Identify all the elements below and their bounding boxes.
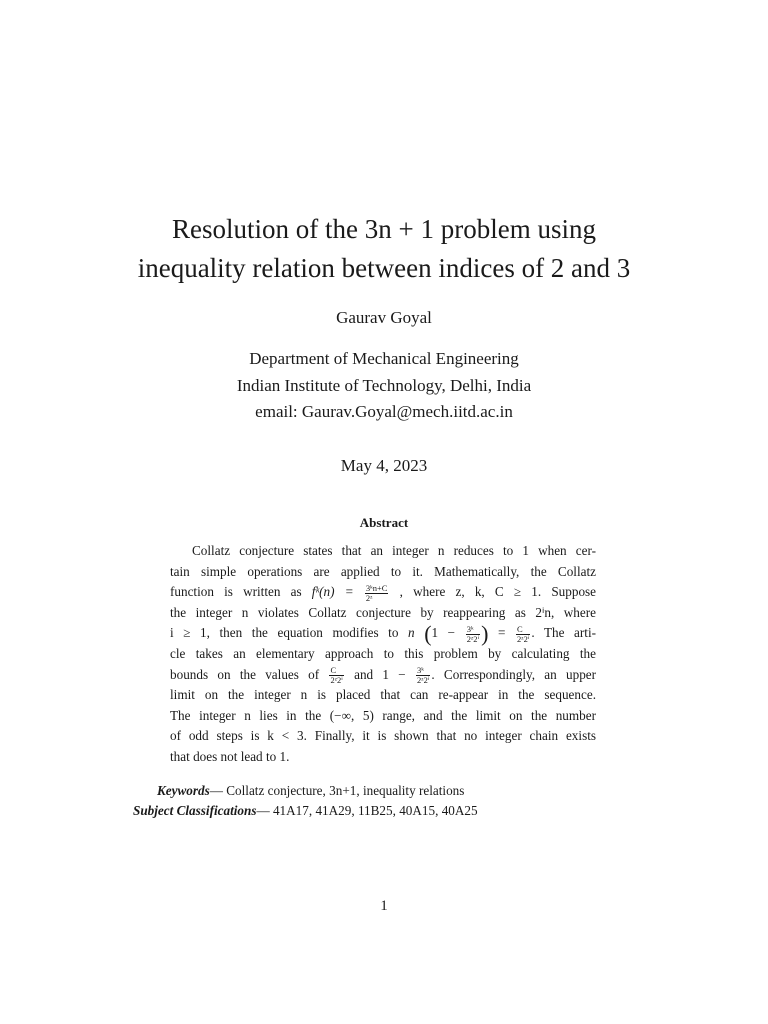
equation-fraction-2 <box>516 625 530 644</box>
fraction-numerator: 3ᵏn+C <box>365 582 388 593</box>
keywords-line <box>157 781 464 801</box>
keywords-label: Keywords <box>157 783 210 798</box>
abstract-line-1: Collatz conjecture states that an integer n reduces to 1 when cer- <box>192 543 596 558</box>
author-email[interactable]: email: Gaurav.Goyal@mech.iitd.ac.in <box>255 402 513 421</box>
fraction-denominator: 2ᶻ <box>365 592 373 603</box>
abstract-line-7c: . Correspondingly, an upper <box>431 666 597 682</box>
abstract-line-7 <box>170 665 596 686</box>
bound-fraction-2 <box>416 666 430 685</box>
abstract-line-5b: . The arti- <box>531 625 597 641</box>
equation-n: n <box>408 625 415 641</box>
fraction-denominator: 2ᶻ2ⁱ <box>417 675 430 686</box>
abstract-line-3 <box>170 582 596 603</box>
abstract-line-11: that does not lead to 1. <box>170 748 290 764</box>
collatz-function-lhs: fᵏ(n) = <box>311 584 354 600</box>
affiliation-institute: Indian Institute of Technology, Delhi, India <box>236 375 532 395</box>
equation-fraction-1 <box>466 625 480 644</box>
fraction-numerator: C <box>329 666 343 676</box>
abstract-line-4: the integer n violates Collatz conjecture by reappearing as 2ⁱn, where <box>170 604 596 620</box>
fraction-numerator: 3ᵏ <box>416 666 430 676</box>
abstract-line-5a: i ≥ 1, then the equation modifies to <box>170 625 399 641</box>
author-name: Gaurav Goyal <box>336 308 432 327</box>
fraction-denominator: 2ᶻ2ⁱ <box>516 633 530 644</box>
subject-classifications-text: — 41A17, 41A29, 11B25, 40A15, 40A25 <box>256 803 478 818</box>
fraction-denominator: 2ᶻ2ⁱ <box>466 633 480 644</box>
subject-classifications-label: Subject Classifications <box>133 803 257 818</box>
abstract-line-3b: , where z, k, C ≥ 1. Suppose <box>399 584 597 600</box>
equals-sign: = <box>497 625 506 641</box>
abstract-line-10: of odd steps is k < 3. Finally, it is shown that no integer chain exists <box>170 728 596 744</box>
fraction-numerator: 3ᵏ <box>466 625 480 635</box>
abstract-heading: Abstract <box>359 515 409 530</box>
title-line-1: Resolution of the 3n + 1 problem using <box>172 214 596 244</box>
title-line-2: inequality relation between indices of 2 and 3 <box>137 253 631 283</box>
left-paren: ( <box>424 621 432 647</box>
subject-classifications-line <box>133 801 478 821</box>
fraction-numerator: C <box>516 625 530 635</box>
abstract-line-3a: function is written as <box>170 584 302 600</box>
right-paren: ) <box>481 621 489 647</box>
abstract-line-9: The integer n lies in the (−∞, 5) range, and the limit on the number <box>170 707 596 723</box>
collatz-function-fraction <box>365 584 389 603</box>
page-number: 1 <box>380 898 388 914</box>
abstract-line-8: limit on the integer n is placed that can re-appear in the sequence. <box>170 687 596 703</box>
paper-date: May 4, 2023 <box>340 456 428 475</box>
bound-fraction-1 <box>329 666 343 685</box>
abstract-line-7b: and 1 − <box>354 666 406 682</box>
abstract-line-6: cle takes an elementary approach to this problem by calculating the <box>170 645 596 661</box>
fraction-denominator: 2ᶻ2ⁱ <box>330 675 343 686</box>
abstract-line-7a: bounds on the values of <box>170 666 320 682</box>
paper-title <box>0 210 768 288</box>
affiliation-department: Department of Mechanical Engineering <box>249 349 519 368</box>
one-minus: 1 − <box>431 625 456 641</box>
abstract-line-5 <box>170 621 597 647</box>
abstract-line-2: tain simple operations are applied to it. Mathematically, the Collatz <box>170 563 596 579</box>
abstract-body <box>170 541 596 768</box>
affiliation-block <box>0 346 768 426</box>
keywords-text: — Collatz conjecture, 3n+1, inequality relations <box>209 783 465 798</box>
